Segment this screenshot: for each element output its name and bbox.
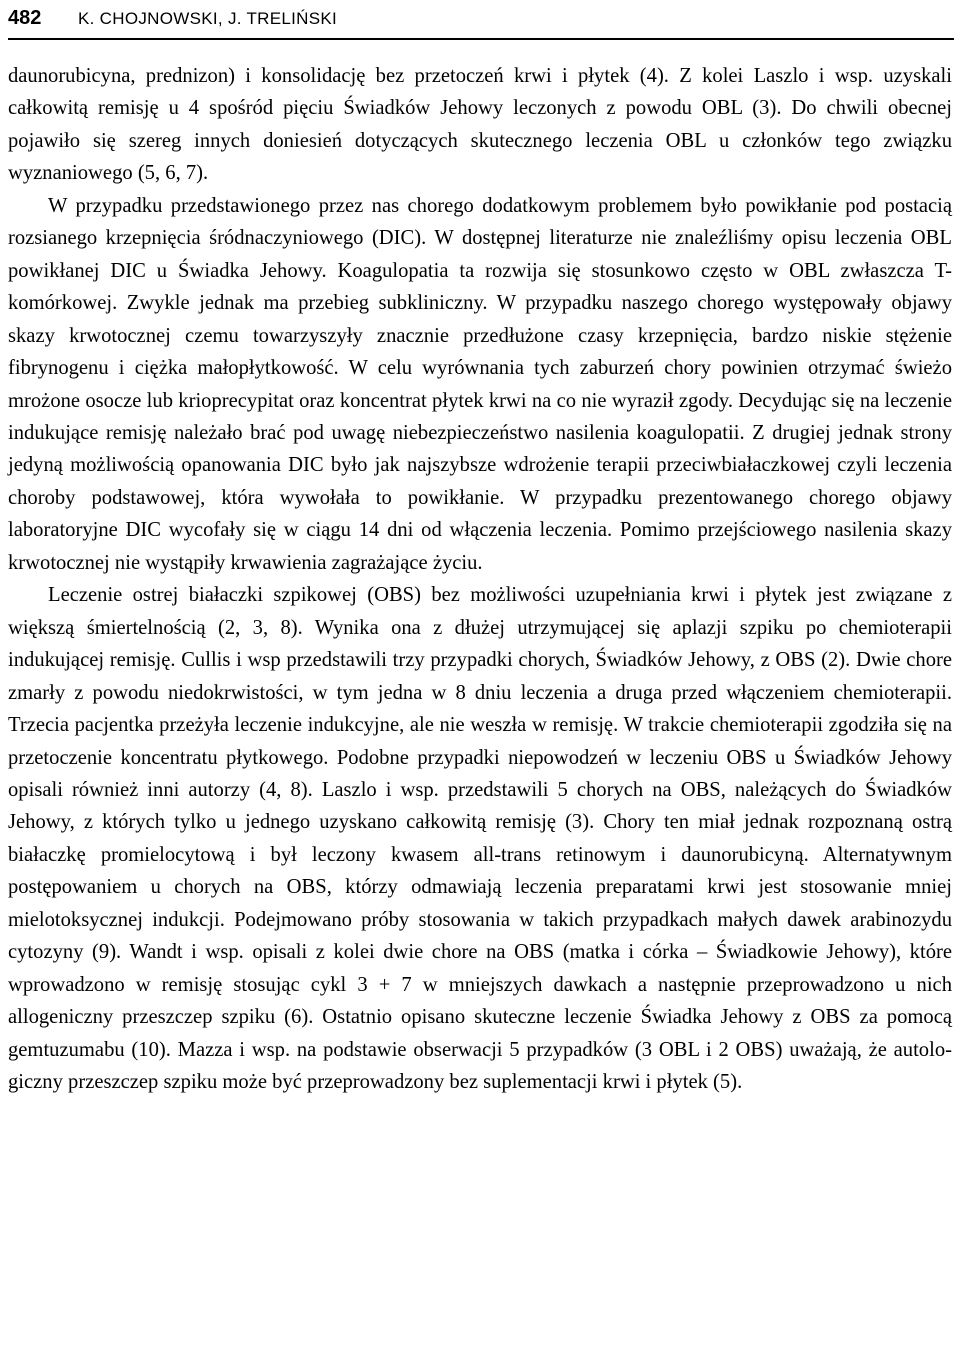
running-head-authors: K. CHOJNOWSKI, J. TRELIŃSKI — [78, 9, 338, 28]
paragraph-1: daunorubicyna, prednizon) i konsolidację bez przetoczeń krwi i płytek (4). Z kolei Laszlo i wsp. uzyskali całkowitą remisję u 4 spośród pięciu Świadków Jehowy leczonych z powodu OBL (3). Do chwili obecnej pojawiło się szereg innych doniesień dotyczących skutecznego leczenia OBL u członków tego związku wyznaniowego (5, 6, 7). — [8, 65, 952, 185]
page-header — [8, 2, 954, 40]
paragraph-2: W przypadku przedstawionego przez nas chorego dodatkowym problemem było powikłanie pod postacią rozsianego krzepnięcia śródnaczyniowego (DIC). W dostępnej literaturze nie znaleźliśmy opisu leczenia OBL powikłanej DIC u Świadka Jehowy. Koagulopatia ta rozwija się stosunkowo często w OBL zwłaszcza T-komórkowej. Zwykle jednak ma przebieg subkliniczny. W przypadku naszego chorego występowały objawy skazy krwotocznej czemu towarzyszyły znacznie przedłużone czasy krzepnięcia, bardzo niskie stężenie fibrynogenu i ciężka małopłytkowość. W celu wyrównania tych zaburzeń chory powinien otrzymać świeżo mrożone osocze lub krioprecypitat oraz koncentrat płytek krwi na co nie wyraził zgody. Decydując się na leczenie indukujące remisję należało brać pod uwagę niebezpieczeństwo nasilenia koagulopatii. Z drugiej jednak strony jedyną możliwością opanowania DIC było jak najszybsze wdrożenie terapii przeciwbiałaczkowej czyli leczenia choroby podstawowej, która wywołała to powikłanie. W przypadku prezentowanego chorego objawy laboratoryjne DIC wycofały się w ciągu 14 dni od włączenia leczenia. Pomimo przejściowego nasilenia skazy krwotocznej nie wystąpiły krwawienia zagrażające życiu. — [8, 194, 952, 574]
paragraph-3: Leczenie ostrej białaczki szpikowej (OBS) bez możliwości uzupełniania krwi i płytek jest związane z większą śmiertelnością (2, 3, 8). Wynika ona z dłużej utrzymującej się aplazji szpiku po chemioterapii indukującej remisję. Cullis i wsp przedstawili trzy przypadki chorych, Świadków Jehowy, z OBS (2). Dwie chore zmarły z powodu niedokrwistości, w tym jedna w 8 dniu leczenia a druga przed włączeniem chemioterapii. Trzecia pacjentka przeżyła leczenie indukcyjne, ale nie weszła w remisję. W trakcie chemioterapii zgodziła się na przetoczenie koncentratu płytkowego. Podobne przypadki niepowodzeń w leczeniu OBS u Świadków Jehowy opisali również inni autorzy (4, 8). Laszlo i wsp. przedstawili 5 chorych na OBS, należących do Świadków Jehowy, z których tylko u jednego uzyskano całkowitą remisję (3). Chory ten miał jednak rozpoznaną ostrą białaczkę promielocytową i był leczony kwasem all-trans retinowym i daunorubicyną. Alternatywnym postępowaniem u chorych na OBS, którzy odmawiają leczenia preparatami krwi jest stosowanie mniej mielotoksycznej indukcji. Podejmowano próby stosowania w takich przypadkach małych dawek arabinozydu cytozyny (9). Wandt i wsp. opisali z kolei dwie chore na OBS (matka i córka – Świadkowie Jehowy), które wprowadzono w remisję stosując cykl 3 + 7 w mniejszych dawkach a następnie przeprowadzono u nich allogeniczny przeszczep szpiku (6). Ostatnio opisano skuteczne leczenie Świadka Jehowy z OBS za pomocą gemtuzumabu (10). Mazza i wsp. na podstawie obserwacji 5 przypadków (3 OBL i 2 OBS) uważają, że autologiczny przeszczep szpiku może być przeprowadzony bez suplementacji krwi i płytek (5). — [8, 584, 952, 1094]
body-text — [8, 60, 952, 1099]
page-number: 482 — [8, 7, 42, 29]
